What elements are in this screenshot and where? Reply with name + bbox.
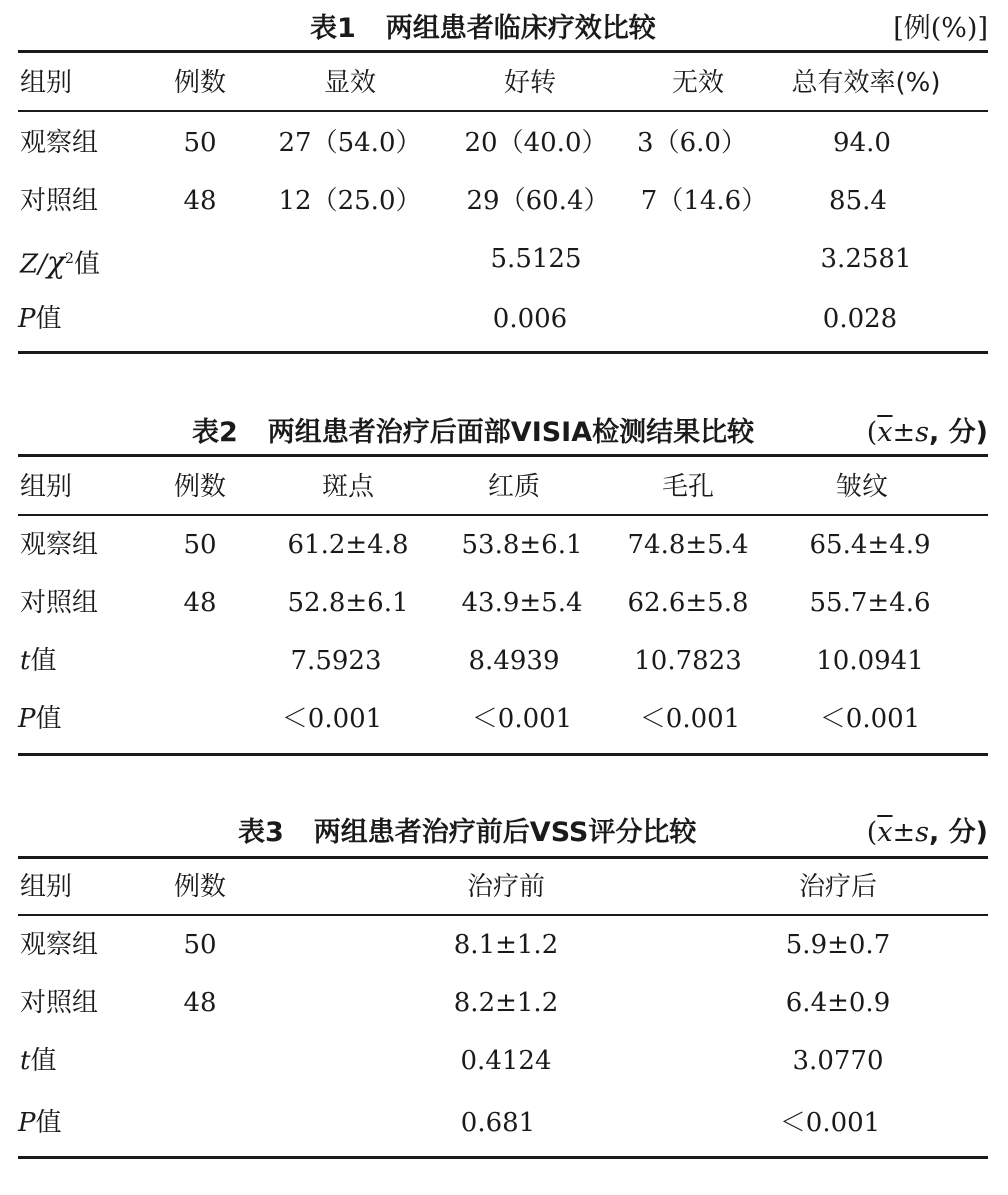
table-label: 表2 [192, 417, 238, 448]
table-3-header-row [18, 858, 988, 916]
stat-value: 0.4124 [460, 1046, 552, 1076]
top-rule [18, 50, 988, 53]
table-stat-row [18, 1094, 988, 1152]
header-cell: 红质 [487, 472, 541, 502]
stat-value: ＜0.001 [819, 704, 921, 734]
group-cell: 观察组 [20, 930, 99, 960]
bottom-rule [18, 1156, 988, 1159]
table-stat-row [18, 1032, 988, 1090]
table-3-title [238, 810, 696, 849]
table-3-unit: ($\overline{x}\pm s$, 分) [866, 817, 988, 848]
data-cell: 50 [183, 530, 217, 560]
stat-label: P值 [18, 1108, 62, 1138]
header-cell: 例数 [173, 472, 227, 502]
table-stat-row [18, 690, 988, 748]
data-cell: 3（6.0） [637, 128, 747, 158]
stat-value: 5.5125 [490, 244, 582, 274]
data-cell: 52.8±6.1 [287, 588, 409, 618]
table-row [18, 574, 988, 632]
data-cell: 50 [183, 128, 217, 158]
header-cell: 斑点 [321, 472, 375, 502]
stat-label: P值 [18, 704, 62, 734]
group-cell: 观察组 [20, 530, 99, 560]
stat-label: t值 [20, 1046, 57, 1076]
table-row [18, 516, 988, 574]
table-label: 表1 [310, 13, 356, 44]
table-2-caption [18, 408, 988, 448]
data-cell: 7（14.6） [640, 186, 768, 216]
table-stat-row [18, 632, 988, 690]
table-1-header-row [18, 54, 988, 112]
table-title: 两组患者临床疗效比较 [385, 13, 656, 44]
data-cell: 6.4±0.9 [785, 988, 891, 1018]
header-rule [18, 110, 988, 112]
data-cell: 27（54.0） [278, 128, 422, 158]
data-cell: 8.2±1.2 [453, 988, 559, 1018]
data-cell: 5.9±0.7 [785, 930, 891, 960]
table-2-header-row [18, 458, 988, 516]
stat-label: $Z/\chi^2$值 [20, 245, 100, 281]
table-title: 两组患者治疗后面部VISIA检测结果比较 [267, 417, 755, 448]
data-cell: 53.8±6.1 [461, 530, 583, 560]
data-cell: 20（40.0） [464, 128, 608, 158]
data-cell: 74.8±5.4 [627, 530, 749, 560]
table-row [18, 916, 988, 974]
data-cell: 48 [183, 186, 217, 216]
stat-value: 0.006 [492, 304, 568, 334]
table-2-unit: ($\overline{x}\pm s$, 分) [866, 417, 988, 448]
header-cell: 例数 [173, 872, 227, 902]
header-cell: 治疗前 [466, 872, 546, 902]
stat-value: 3.0770 [792, 1046, 884, 1076]
table-row [18, 114, 988, 172]
stat-value: ＜0.001 [639, 704, 741, 734]
stat-value: ＜0.001 [779, 1108, 881, 1138]
stat-value: 10.0941 [816, 646, 924, 676]
header-cell: 总有效率(%) [791, 68, 941, 98]
data-cell: 61.2±4.8 [287, 530, 409, 560]
table-2-title [192, 410, 754, 449]
bottom-rule [18, 753, 988, 756]
header-cell: 组别 [20, 872, 73, 902]
header-cell: 无效 [671, 68, 725, 98]
data-cell: 55.7±4.6 [809, 588, 931, 618]
data-cell: 8.1±1.2 [453, 930, 559, 960]
table-1-unit: [例(%)] [893, 13, 988, 44]
header-cell: 皱纹 [835, 472, 889, 502]
data-cell: 50 [183, 930, 217, 960]
table-3 [18, 800, 988, 1170]
stat-value: ＜0.001 [471, 704, 573, 734]
data-cell: 94.0 [833, 128, 891, 158]
table-1-title [310, 6, 656, 45]
data-cell: 62.6±5.8 [627, 588, 749, 618]
stat-label: P值 [18, 304, 62, 334]
header-cell: 毛孔 [661, 472, 715, 502]
group-cell: 对照组 [20, 588, 99, 618]
group-cell: 观察组 [20, 128, 99, 158]
table-row [18, 172, 988, 230]
data-cell: 29（60.4） [466, 186, 610, 216]
table-3-caption [18, 808, 988, 848]
stat-value: 3.2581 [820, 244, 912, 274]
table-2 [18, 400, 988, 760]
stat-value: 0.681 [460, 1108, 536, 1138]
header-cell: 治疗后 [798, 872, 878, 902]
stat-label: t值 [20, 646, 57, 676]
table-title: 两组患者治疗前后VSS评分比较 [313, 817, 697, 848]
header-cell: 例数 [173, 68, 227, 98]
data-cell: 48 [183, 588, 217, 618]
header-cell: 好转 [503, 68, 557, 98]
data-cell: 48 [183, 988, 217, 1018]
header-cell: 组别 [20, 68, 73, 98]
stat-value: 8.4939 [468, 646, 560, 676]
table-stat-row [18, 290, 988, 348]
data-cell: 12（25.0） [278, 186, 422, 216]
table-stat-row [18, 230, 988, 288]
table-label: 表3 [238, 817, 284, 848]
bottom-rule [18, 351, 988, 354]
data-cell: 43.9±5.4 [461, 588, 583, 618]
top-rule [18, 454, 988, 457]
table-1 [18, 0, 988, 360]
header-cell: 显效 [323, 68, 377, 98]
group-cell: 对照组 [20, 988, 99, 1018]
data-cell: 85.4 [829, 186, 887, 216]
table-row [18, 974, 988, 1032]
stat-value: ＜0.001 [281, 704, 383, 734]
stat-value: 7.5923 [290, 646, 382, 676]
table-1-caption [18, 4, 988, 44]
stat-value: 10.7823 [634, 646, 742, 676]
header-cell: 组别 [20, 472, 73, 502]
stat-value: 0.028 [822, 304, 898, 334]
data-cell: 65.4±4.9 [809, 530, 931, 560]
group-cell: 对照组 [20, 186, 99, 216]
